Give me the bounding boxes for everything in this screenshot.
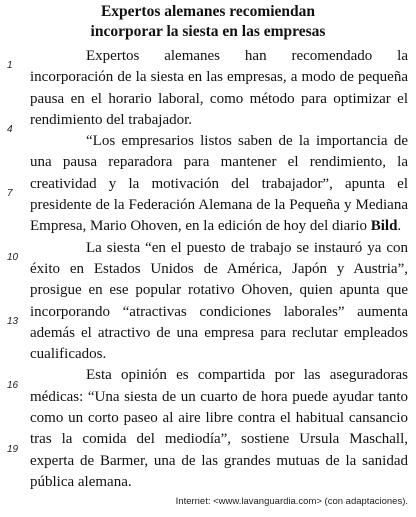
article-title: [0, 2, 416, 42]
paragraph-3: La siesta “en el puesto de trabajo se instauró ya con éxito en Estados Unidos de América, Japón y Austria”, prosigue en ese popular rotativo Ohoven, quien apunta que incorporando “atractivas condiciones laborales” aumenta además el atractivo de una empresa para reclutar empleados cualificados.: [30, 239, 408, 363]
article-title-line-2: incorporar la siesta en las empresas: [90, 23, 326, 40]
line-number-19: 19: [7, 444, 19, 455]
paragraph-4: Esta opinión es compartida por las aseguradoras médicas: “Una siesta de un cuarto de hora puede ayudar tanto como un corto paseo al aire libre contra el habitual cansancio tras la comida del mediodía”, sostiene Ursula Maschall, experta de Barmer, una de las grandes mutuas de la sanidad pública alemana.: [30, 367, 408, 490]
line-number-16: 16: [7, 380, 19, 391]
paragraph-2: [30, 131, 408, 237]
paragraph-2-text: “Los empresarios listos saben de la importancia de una pausa reparadora para mantener el rendimiento, la creatividad y la motivación del trabajador”, apunta el presidente de la Federación Alemana de la Pequeña y Mediana Empresa, Mario Ohoven, en la edición de hoy del diario: [30, 133, 408, 235]
line-number-7: 7: [7, 188, 13, 199]
article-body: [30, 46, 408, 493]
line-number-10: 10: [7, 252, 19, 263]
source-citation: Internet: <www.lavanguardia.com> (con adaptaciones).: [175, 496, 408, 507]
paragraph-2-end: .: [397, 218, 402, 235]
line-number-13: 13: [7, 316, 19, 327]
paragraph-1: Expertos alemanes han recomendado la incorporación de la siesta en las empresas, a modo de pequeña pausa en el horario laboral, como método para optimizar el rendimiento del trabajador.: [30, 48, 408, 128]
newspaper-name: Bild: [370, 218, 398, 235]
line-number-1: 1: [7, 60, 13, 71]
article-title-line-1: Expertos alemanes recomiendan: [100, 3, 316, 20]
line-number-4: 4: [7, 124, 13, 135]
